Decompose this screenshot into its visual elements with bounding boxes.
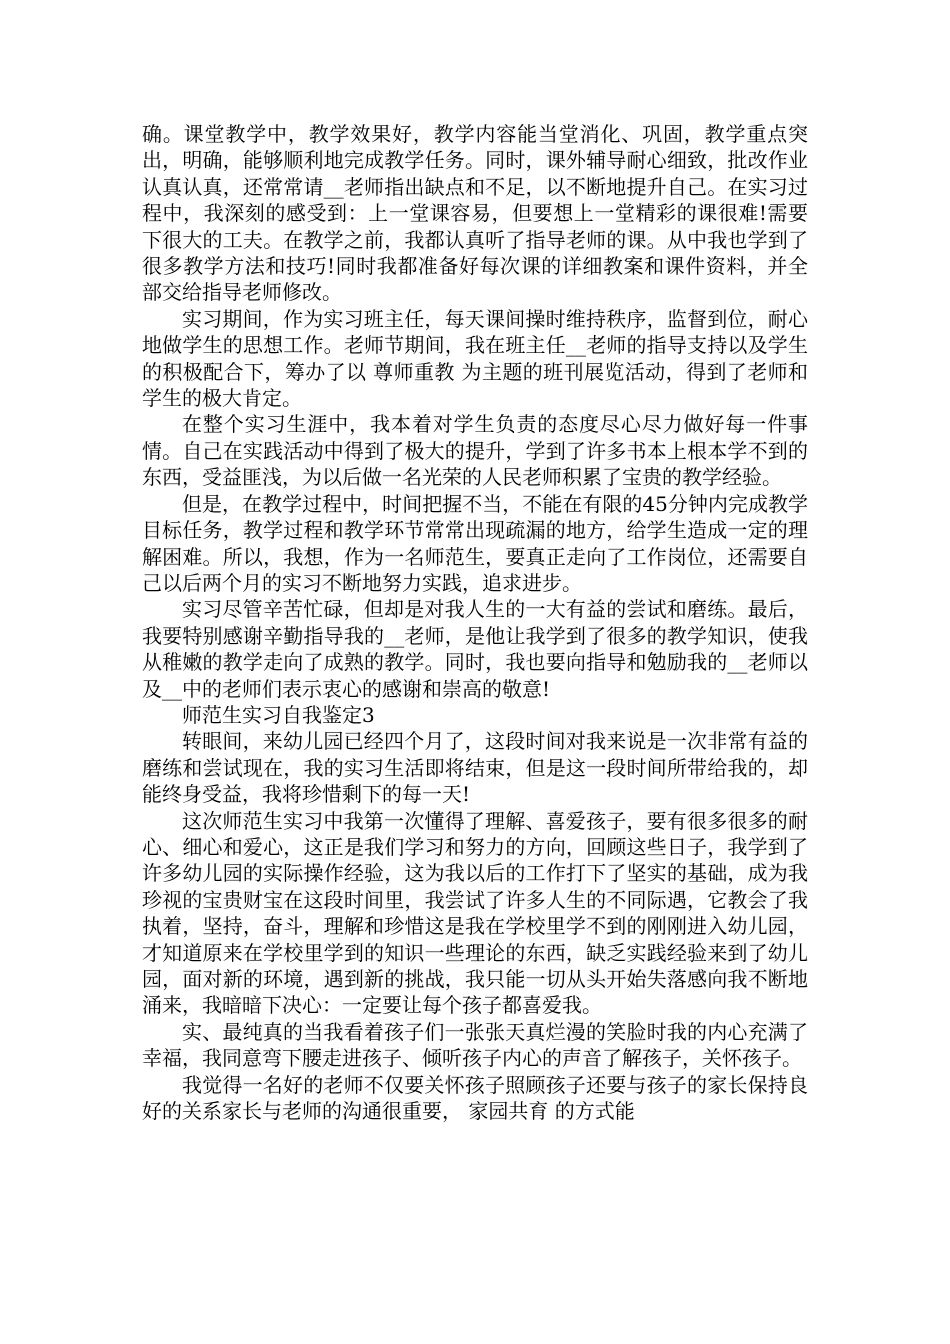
section-heading: 师范生实习自我鉴定3: [182, 702, 375, 727]
paragraph-thanks: 实习尽管辛苦忙碌，但却是对我人生的一大有益的尝试和磨练。最后，我要特别感谢辛勤指导我的__老师，是他让我学到了很多的教学知识，使我从稚嫩的教学走向了成熟的教学。同时，我也要向指导和勉励我的__老师以及__中的老师们表示衷心的感谢和崇高的敬意!: [142, 597, 808, 701]
paragraph-kindergarten-intro: 转眼间，来幼儿园已经四个月了，这段时间对我来说是一次非常有益的磨练和尝试现在，我的实习生活即将结束，但是这一段时间所带给我的，却能终身受益，我将珍惜剩下的每一天!: [142, 729, 808, 807]
paragraph-understanding-children: 这次师范生实习中我第一次懂得了理解、喜爱孩子，要有很多很多的耐心、细心和爱心，这正是我们学习和努力的方向，回顾这些日子，我学到了许多幼儿园的实际操作经验，这为我以后的工作打下了坚实的基础，成为我珍视的宝贵财宝在这段时间里，我尝试了许多人生的不同际遇，它教会了我执着，坚持，奋斗，理解和珍惜这是我在学校里学不到的刚刚进入幼儿园，才知道原来在学校里学到的知识一些理论的东西，缺乏实践经验来到了幼儿园，面对新的环境，遇到新的挑战，我只能一切从头开始失落感向我不断地涌来，我暗暗下决心：一定要让每个孩子都喜爱我。: [142, 808, 808, 1018]
paragraph-happiness: 实、最纯真的当我看着孩子们一张张天真烂漫的笑脸时我的内心充满了幸福，我同意弯下腰走进孩子、倾听孩子内心的声音了解孩子，关怀孩子。: [142, 1019, 808, 1071]
paragraph-shortcomings: 但是，在教学过程中，时间把握不当，不能在有限的45分钟内完成教学目标任务，教学过程和教学环节常常出现疏漏的地方，给学生造成一定的理解困难。所以，我想，作为一名师范生，要真正走向了工作岗位，还需要自己以后两个月的实习不断地努力实践，追求进步。: [142, 491, 808, 595]
document-body: [142, 121, 808, 1124]
paragraph-internship-career: 在整个实习生涯中，我本着对学生负责的态度尽心尽力做好每一件事情。自己在实践活动中得到了极大的提升，学到了许多书本上根本学不到的东西，受益匪浅，为以后做一名光荣的人民老师积累了宝贵的教学经验。: [142, 412, 808, 490]
paragraph-parents: 我觉得一名好的老师不仅要关怀孩子照顾孩子还要与孩子的家长保持良好的关系家长与老师的沟通很重要， 家园共育 的方式能: [142, 1072, 808, 1124]
paragraph-teaching-effect: 确。课堂教学中，教学效果好，教学内容能当堂消化、巩固，教学重点突出，明确，能够顺利地完成教学任务。同时，课外辅导耐心细致，批改作业认真认真，还常常请__老师指出缺点和不足，以不断地提升自己。在实习过程中，我深刻的感受到：上一堂课容易，但要想上一堂精彩的课很难!需要下很大的工夫。在教学之前，我都认真听了指导老师的课。从中我也学到了很多教学方法和技巧!同时我都准备好每次课的详细教案和课件资料，并全部交给指导老师修改。: [142, 122, 808, 305]
paragraph-class-teacher: 实习期间，作为实习班主任，每天课间操时维持秩序，监督到位，耐心地做学生的思想工作。老师节期间，我在班主任__老师的指导支持以及学生的积极配合下，筹办了以 尊师重教 为主题的班刊展览活动，得到了老师和学生的极大肯定。: [142, 306, 808, 411]
